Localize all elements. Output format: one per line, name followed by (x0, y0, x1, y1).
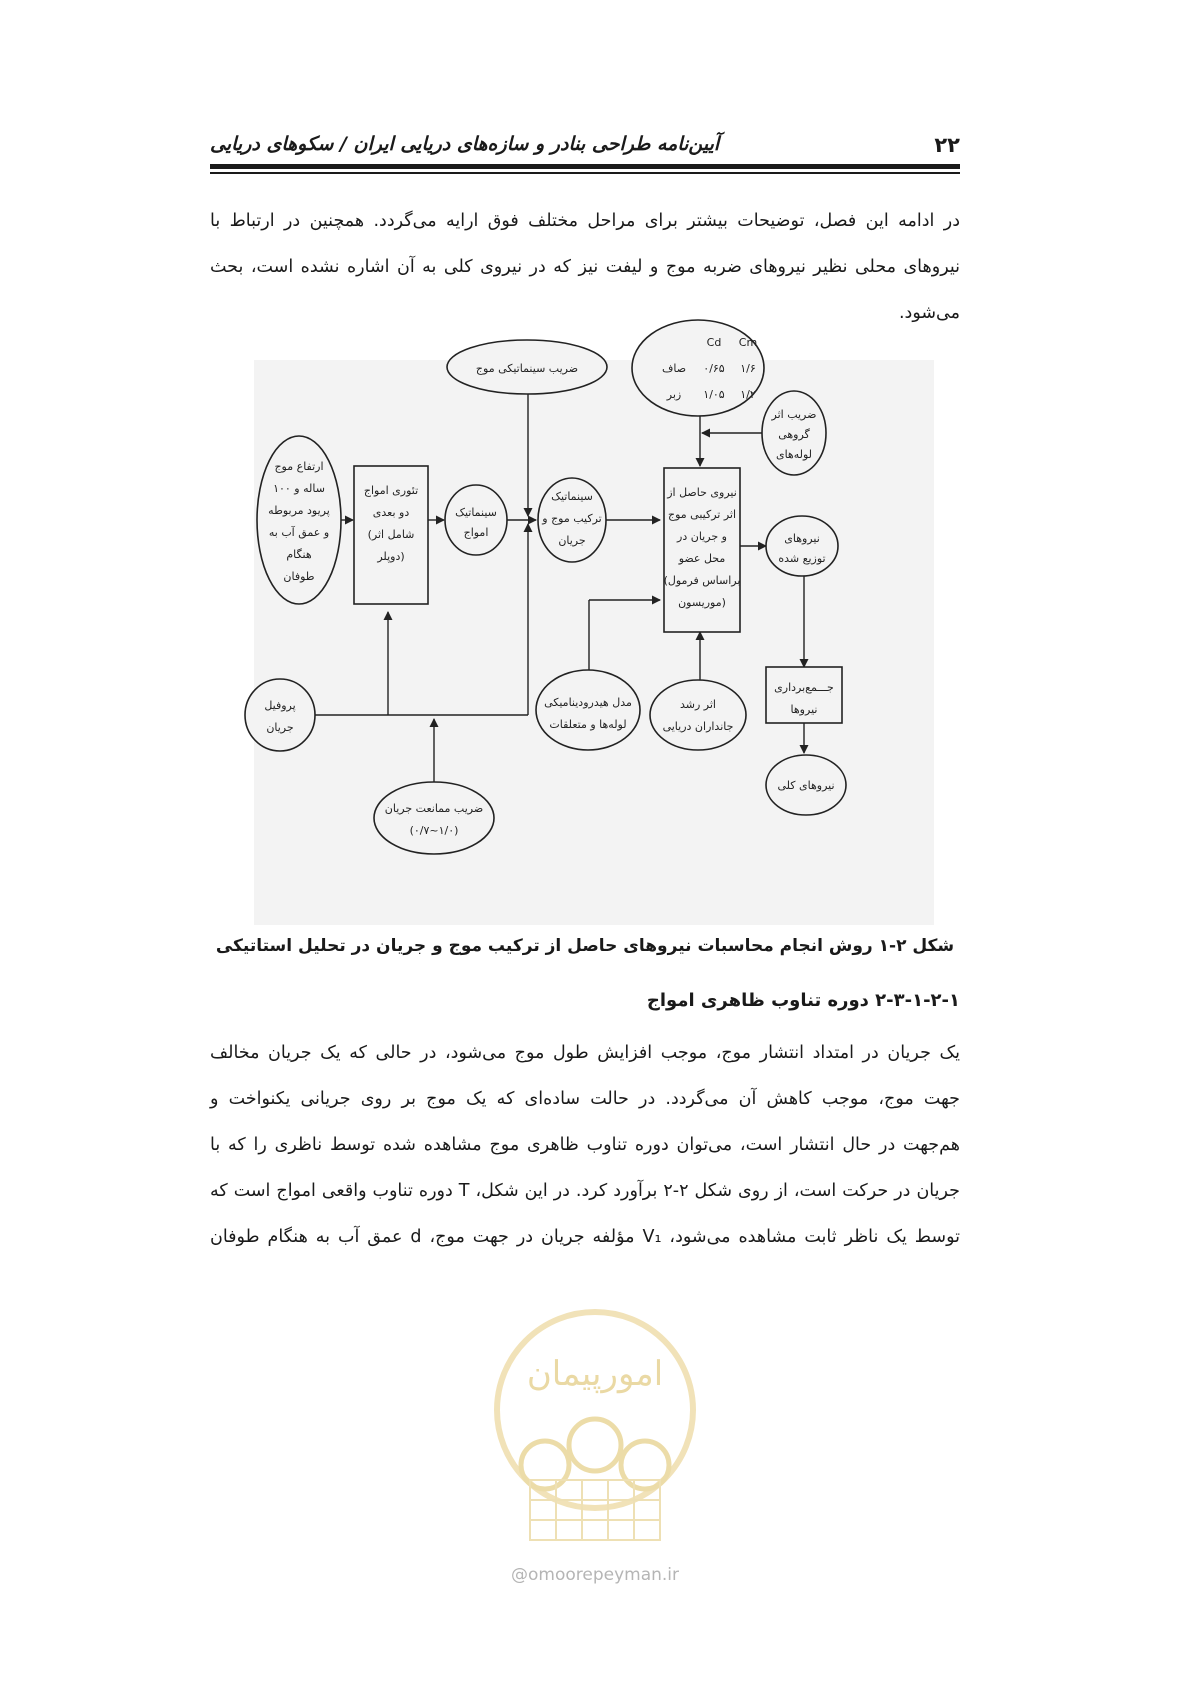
node-label: نیروی حاصل از (667, 486, 737, 499)
node-label: (براساس فرمول (663, 574, 741, 587)
node-label: محل عضو (678, 552, 726, 565)
node-label: نیروهای (784, 532, 820, 545)
node-label: هنگام (286, 548, 312, 561)
node-label: لوله‌های (775, 448, 813, 461)
coef-cell: ۰/۶۵ (703, 362, 725, 375)
node-label: سینماتیک (551, 490, 593, 503)
node-label: ارتفاع موج (274, 460, 324, 473)
hydro-model-node (536, 670, 640, 750)
node-label: گروهی (778, 428, 810, 441)
node-label: جانداران دریایی (662, 720, 734, 733)
watermark-logo (490, 1290, 700, 1570)
node-label: سینماتیک (455, 506, 497, 519)
node-label: نیروها (790, 703, 818, 716)
page-number: ۲۲ (934, 133, 960, 157)
section-heading: ۲-۳-۱-۲-۱ دوره تناوب ظاهری امواج (646, 990, 960, 1011)
intro-paragraph (210, 198, 960, 336)
header-rule-thin (210, 172, 960, 174)
paragraph-line: جریان در حرکت است، از روی شکل ۲-۲ برآورد کرد. در این شکل، T دوره تناوب واقعی امواج است که (210, 1181, 960, 1201)
coef-cell: ۱/۲ (740, 388, 756, 401)
coef-header-cd: Cd (706, 336, 722, 349)
node-label: توزیع شده (778, 552, 826, 565)
paragraph-line: می‌شود. (898, 303, 960, 323)
flowchart-svg (254, 336, 934, 925)
node-label: ضریب ممانعت جریان (384, 802, 484, 815)
node-label: جـــمع‌برداری (774, 681, 834, 694)
node-label: ترکیب موج و (542, 512, 602, 525)
node-label: دو بعدی (372, 506, 410, 519)
node-label: طوفان (283, 570, 315, 583)
node-label: ضریب سینماتیکی موج (475, 362, 579, 375)
node-label: و عمق آب به (268, 526, 330, 539)
wave-kinematics-node (445, 485, 507, 555)
running-title: آیین‌نامه طراحی بنادر و سازه‌های دریایی ایران / سکوهای دریایی (210, 133, 720, 155)
node-label: اثر ترکیبی موج (667, 508, 737, 521)
node-label: تئوری امواج (363, 484, 419, 497)
paragraph-line: توسط یک ناظر ثابت مشاهده می‌شود، V₁ مؤلفه جریان در جهت موج، d عمق آب به هنگام طوفان (210, 1227, 960, 1247)
node-label: موریسون) (678, 596, 726, 609)
watermark-url: @omoorepeyman.ir (510, 1565, 680, 1585)
node-label: جریان (558, 534, 586, 547)
node-label: مدل هیدرودینامیکی (544, 696, 632, 709)
paragraph-line: هم‌جهت در حال انتشار است، می‌توان دوره تناوب ظاهری موج مشاهده شده توسط ناظری را که با (210, 1135, 960, 1155)
node-label: لوله‌ها و متعلقات (549, 718, 627, 731)
coef-header-cm: Cm (738, 336, 758, 349)
node-label: نیروهای کلی (777, 779, 835, 792)
paragraph-line: جهت موج، موجب کاهش آن می‌گردد. در حالت ساده‌ای که یک موج بر روی جریانی یکنواخت و (210, 1089, 960, 1109)
node-label: و جریان در (677, 530, 727, 543)
node-label: پروفیل (264, 699, 296, 712)
blockage-factor-node (374, 782, 494, 854)
node-label: اثر رشد (680, 698, 716, 711)
page-header (210, 125, 960, 165)
node-label: (۰/۷~۱/۰) (409, 824, 459, 837)
paragraph-line: نیروهای محلی نظیر نیروهای ضربه موج و لیفت نیز که در نیروی کلی به آن اشاره نشده است، بحث (210, 257, 960, 277)
figure-caption: شکل ۲-۱ روش انجام محاسبات نیروهای حاصل از ترکیب موج و جریان در تحلیل استاتیکی (215, 936, 955, 956)
node-label: پریود مربوطه (268, 504, 330, 517)
paragraph-line: در ادامه این فصل، توضیحات بیشتر برای مراحل مختلف فوق ارایه می‌گردد. همچنین در ارتباط با (210, 211, 960, 231)
coef-row-label: زبر (666, 388, 682, 401)
coef-cell: ۱/۶ (740, 362, 756, 375)
watermark-logo-text: امورپیمان (526, 1354, 664, 1394)
coef-cell: ۱/۰۵ (703, 388, 725, 401)
node-label: جریان (266, 721, 294, 734)
node-label: دوپلر) (377, 550, 405, 563)
node-label: ۱۰۰ ساله و (273, 482, 325, 495)
distributed-forces-node (766, 516, 838, 576)
marine-growth-node (650, 680, 746, 750)
paragraph-line: یک جریان در امتداد انتشار موج، موجب افزایش طول موج می‌شود، در حالی که یک جریان مخالف (210, 1043, 960, 1063)
node-label: ضریب اثر (771, 408, 817, 421)
section-paragraph (210, 1030, 960, 1260)
node-label: (شامل اثر (367, 528, 415, 541)
node-label: امواج (463, 526, 489, 539)
current-profile-node (245, 679, 315, 751)
header-rule-thick (210, 164, 960, 169)
flowchart-figure (254, 336, 934, 925)
coef-row-label: صاف (661, 362, 687, 375)
